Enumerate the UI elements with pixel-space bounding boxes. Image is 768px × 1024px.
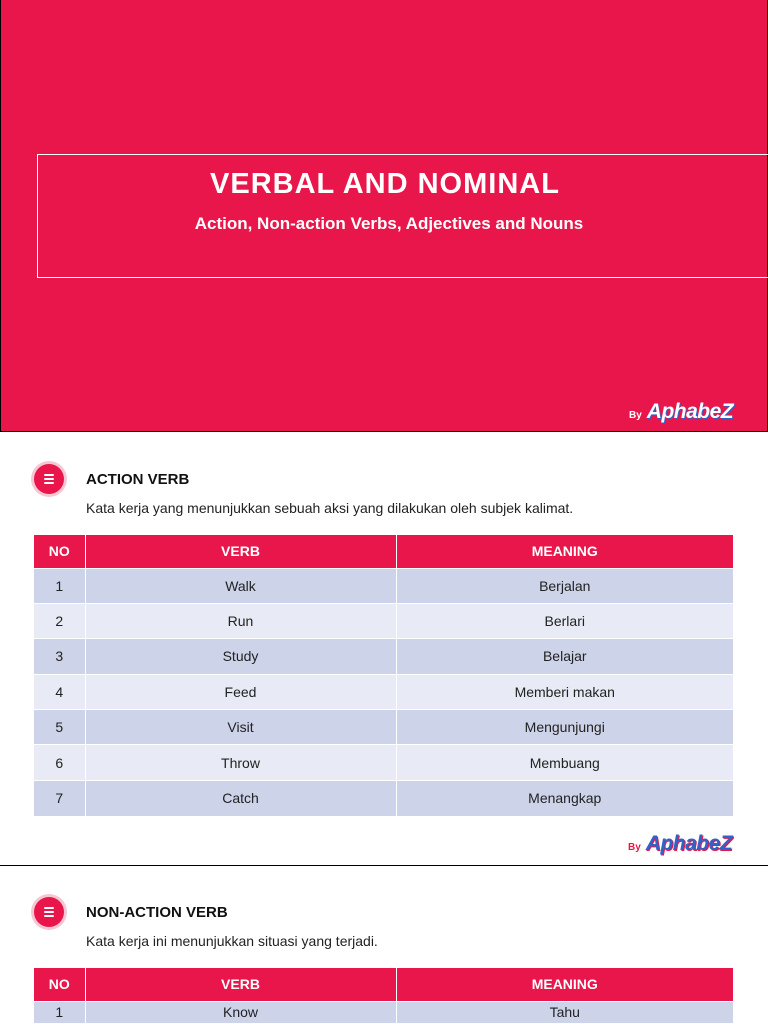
cell-meaning: Menangkap <box>396 780 734 815</box>
cell-meaning: Membuang <box>396 745 734 780</box>
cell-no: 4 <box>34 674 85 709</box>
table-row <box>34 780 734 815</box>
logo-name: AphabeZ <box>646 400 734 423</box>
menu-icon <box>34 464 64 494</box>
cell-verb: Study <box>85 639 396 674</box>
cell-verb: Run <box>85 603 396 638</box>
cell-no: 1 <box>34 1001 85 1023</box>
table-row <box>34 745 734 780</box>
table-header-row <box>34 968 734 1001</box>
cell-meaning: Berjalan <box>396 568 734 603</box>
column-header-verb: VERB <box>85 968 396 1001</box>
cell-no: 7 <box>34 780 85 815</box>
cell-verb: Feed <box>85 674 396 709</box>
section-title-action-verb: ACTION VERB <box>86 471 190 488</box>
table-row <box>34 674 734 709</box>
cell-verb: Throw <box>85 745 396 780</box>
cell-verb: Catch <box>85 780 396 815</box>
page-divider <box>0 865 768 866</box>
cover-title: VERBAL AND NOMINAL <box>210 168 560 200</box>
cell-no: 1 <box>34 568 85 603</box>
cell-verb: Know <box>85 1001 396 1023</box>
column-header-meaning: MEANING <box>396 535 734 568</box>
non-action-verb-table <box>34 968 734 1023</box>
table-row <box>34 1001 734 1023</box>
cell-meaning: Berlari <box>396 603 734 638</box>
table-row <box>34 710 734 745</box>
table-row <box>34 603 734 638</box>
cell-verb: Visit <box>85 710 396 745</box>
cell-meaning: Belajar <box>396 639 734 674</box>
cell-meaning: Tahu <box>396 1001 734 1023</box>
column-header-verb: VERB <box>85 535 396 568</box>
cell-verb: Walk <box>85 568 396 603</box>
cell-no: 6 <box>34 745 85 780</box>
section-description-non-action-verb: Kata kerja ini menunjukkan situasi yang terjadi. <box>86 933 378 949</box>
table-row <box>34 568 734 603</box>
column-header-no: NO <box>34 968 85 1001</box>
logo-by-text: By <box>629 410 642 421</box>
cover-slide <box>0 0 768 432</box>
table-header-row <box>34 535 734 568</box>
cell-no: 5 <box>34 710 85 745</box>
logo-name: AphabeZ <box>645 832 733 855</box>
column-header-no: NO <box>34 535 85 568</box>
brand-logo <box>628 832 732 856</box>
menu-icon <box>34 897 64 927</box>
section-title-non-action-verb: NON-ACTION VERB <box>86 904 228 921</box>
cover-subtitle: Action, Non-action Verbs, Adjectives and Nouns <box>194 214 584 233</box>
logo-by-text: By <box>628 842 641 853</box>
section-description-action-verb: Kata kerja yang menunjukkan sebuah aksi yang dilakukan oleh subjek kalimat. <box>86 500 574 516</box>
cell-meaning: Mengunjungi <box>396 710 734 745</box>
cell-no: 2 <box>34 603 85 638</box>
brand-logo <box>629 400 733 424</box>
cell-meaning: Memberi makan <box>396 674 734 709</box>
action-verb-table <box>34 535 734 816</box>
table-row <box>34 639 734 674</box>
cell-no: 3 <box>34 639 85 674</box>
column-header-meaning: MEANING <box>396 968 734 1001</box>
